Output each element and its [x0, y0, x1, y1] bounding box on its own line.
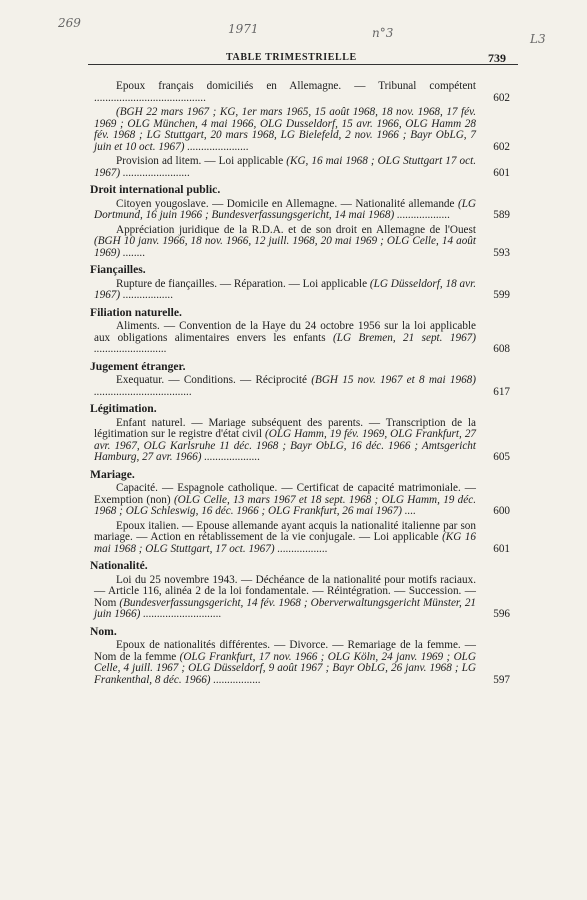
- handwritten-annotation-4: L3: [530, 32, 546, 46]
- entry-text: [92, 321, 476, 356]
- page-number: 739: [488, 51, 506, 65]
- index-entry: [92, 418, 510, 464]
- entry-page-ref: 597: [493, 673, 510, 686]
- entry-text: [92, 640, 476, 686]
- section-heading: Nom.: [90, 624, 117, 638]
- index-entry: [92, 156, 510, 179]
- entry-subject: Citoyen yougoslave. — Domicile en Allemagne. — Nationalité allemande: [116, 197, 458, 210]
- entry-subject: Enfant naturel. — Mariage subséquent des parents. — Transcription de la légitimation sur le registre d'état civil: [94, 416, 476, 440]
- section-heading: Légitimation.: [90, 402, 157, 415]
- index-entry: [92, 225, 510, 260]
- entry-page-ref: 596: [493, 608, 510, 620]
- entry-page-ref: 605: [493, 451, 510, 463]
- running-head: TABLE TRIMESTRIELLE: [226, 52, 357, 63]
- entry-page-ref: 601: [493, 542, 510, 555]
- entry-text: [92, 575, 476, 621]
- index-entry: [92, 107, 510, 153]
- entry-citation: (OLG Frankfurt, 17 nov. 1966 ; OLG Köln, 24 janv. 1969 ; OLG Celle, 4 juill. 1967 ; OLG Düsseldorf, 9 août 1967 ; Bayr ObLG, 26 janv. 1968 ; LG Frankenthal, 8 déc. 1966) .................: [94, 650, 476, 686]
- entry-text: [92, 279, 476, 302]
- index-entry: [92, 279, 510, 302]
- entry-text: [92, 225, 476, 260]
- entry-citation: (KG 16 mai 1968 ; OLG Stuttgart, 17 oct. 1967) ..................: [94, 531, 476, 555]
- entry-subject: Appréciation juridique de la R.D.A. et de son droit en Allemagne de l'Ouest: [116, 223, 476, 236]
- entry-text: [92, 375, 476, 398]
- index-entry: [92, 321, 510, 356]
- entry-page-ref: 599: [493, 289, 510, 301]
- section-heading: Filiation naturelle.: [90, 305, 182, 319]
- entry-subject: Epoux italien. — Epouse allemande ayant acquis la nationalité italienne par son mariage. — Action en rétablissement de la vie conjugale. — Loi applicable: [94, 519, 476, 543]
- entry-page-ref: 617: [493, 385, 510, 398]
- handwritten-annotation-2: 1971: [228, 22, 259, 36]
- entry-page-ref: 600: [493, 505, 510, 517]
- entry-text: [92, 521, 476, 556]
- entry-text: [92, 156, 476, 179]
- entry-citation: (KG, 16 mai 1968 ; OLG Stuttgart 17 oct. 1967) ........................: [94, 155, 476, 179]
- index-entry: [92, 575, 510, 621]
- index-entry: [92, 483, 510, 518]
- entry-subject: Exequatur. — Conditions. — Réciprocité: [116, 374, 312, 386]
- index-entry: [92, 81, 510, 104]
- section-heading: Jugement étranger.: [90, 359, 186, 373]
- section-heading: Nationalité.: [90, 559, 148, 572]
- entry-subject: Loi du 25 novembre 1943. — Déchéance de la nationalité pour motifs raciaux. — Article 116, alinéa 2 de la loi fondamentale. — Réintégration. — Succession. — Nom: [94, 573, 476, 609]
- entry-text: [92, 199, 476, 222]
- index-entry: [92, 375, 510, 398]
- section-heading: Droit international public.: [90, 183, 221, 196]
- entry-subject: Capacité. — Espagnole catholique. — Certificat de capacité matrimoniale. — Exemption (non): [94, 482, 476, 506]
- entry-page-ref: 601: [493, 166, 510, 179]
- handwritten-annotation-3: n°3: [372, 26, 394, 40]
- entry-page-ref: 608: [493, 343, 510, 355]
- entry-page-ref: 602: [493, 140, 510, 153]
- entry-page-ref: 593: [493, 246, 510, 259]
- entry-page-ref: 602: [493, 91, 510, 104]
- entry-page-ref: 589: [493, 209, 510, 221]
- entry-subject: Rupture de fiançailles. — Réparation. — Loi applicable: [116, 277, 370, 290]
- entry-text: [92, 483, 476, 518]
- entry-citation: (LG Dortmund, 16 juin 1966 ; Bundesverfassungsgericht, 14 mai 1968) ...................: [94, 197, 476, 221]
- entry-citation: (OLG Celle, 13 mars 1967 et 18 sept. 1968 ; OLG Hamm, 19 déc. 1968 ; OLG Schleswig, 16 déc. 1966 ; OLG Frankfurt, 26 mai 1967) ....: [94, 493, 477, 517]
- entry-text: [92, 107, 476, 153]
- entry-subject: Provision ad litem. — Loi applicable: [116, 155, 287, 167]
- entry-citation: (BGH 22 mars 1967 ; KG, 1er mars 1965, 15 août 1968, 18 nov. 1968, 17 fév. 1969 ; OLG München, 4 mai 1966, OLG Dusseldorf, 15 avr. 1966, OLG Hamm 28 fév. 1968 ; LG Stuttgart, 20 mars 1968, LG Bielefeld, 2 nov. 1966 ; Bayr ObLG, 7 juin et 10 oct. 1967) ......................: [94, 106, 476, 153]
- entry-citation: (BGH 15 nov. 1967 et 8 mai 1968) ...................................: [94, 374, 476, 398]
- entry-citation: (LG Bremen, 21 sept. 1967) ..........................: [94, 331, 476, 355]
- section-heading: Fiançailles.: [90, 263, 146, 276]
- header-rule: [88, 64, 518, 65]
- handwritten-annotation-1: 269: [58, 16, 81, 30]
- entry-subject: Epoux de nationalités différentes. — Divorce. — Remariage de la femme. — Nom de la femme: [94, 639, 476, 663]
- entry-citation: (LG Düsseldorf, 18 avr. 1967) ..................: [94, 277, 476, 301]
- entry-subject: Aliments. — Convention de la Haye du 24 octobre 1956 sur la loi applicable aux obligations alimentaires envers les enfants: [94, 320, 476, 344]
- entry-citation: (BGH 10 janv. 1966, 18 nov. 1966, 12 juill. 1968, 20 mai 1969 ; OLG Celle, 14 août 1969) ........: [94, 235, 476, 259]
- entry-text: [92, 81, 476, 104]
- entry-subject: Epoux français domiciliés en Allemagne. — Tribunal compétent ........................................: [94, 80, 476, 104]
- entry-citation: (Bundesverfassungsgericht, 14 fév. 1968 ; Oberverwaltungsgericht Münster, 21 juin 1966) ............................: [94, 596, 477, 620]
- section-heading: Mariage.: [90, 467, 135, 481]
- entry-text: [92, 418, 476, 464]
- index-entry: [92, 521, 510, 556]
- index-entry: [92, 199, 510, 222]
- index-entry: [92, 640, 510, 686]
- entry-citation: (OLG Hamm, 19 fév. 1969, OLG Frankfurt, 27 avr. 1967, OLG Karlsruhe 11 déc. 1968 ; Bayr ObLG, 16 déc. 1966 ; Amtsgericht Hamburg, 27 avr. 1966) ....................: [94, 428, 477, 463]
- index-content: [92, 78, 510, 689]
